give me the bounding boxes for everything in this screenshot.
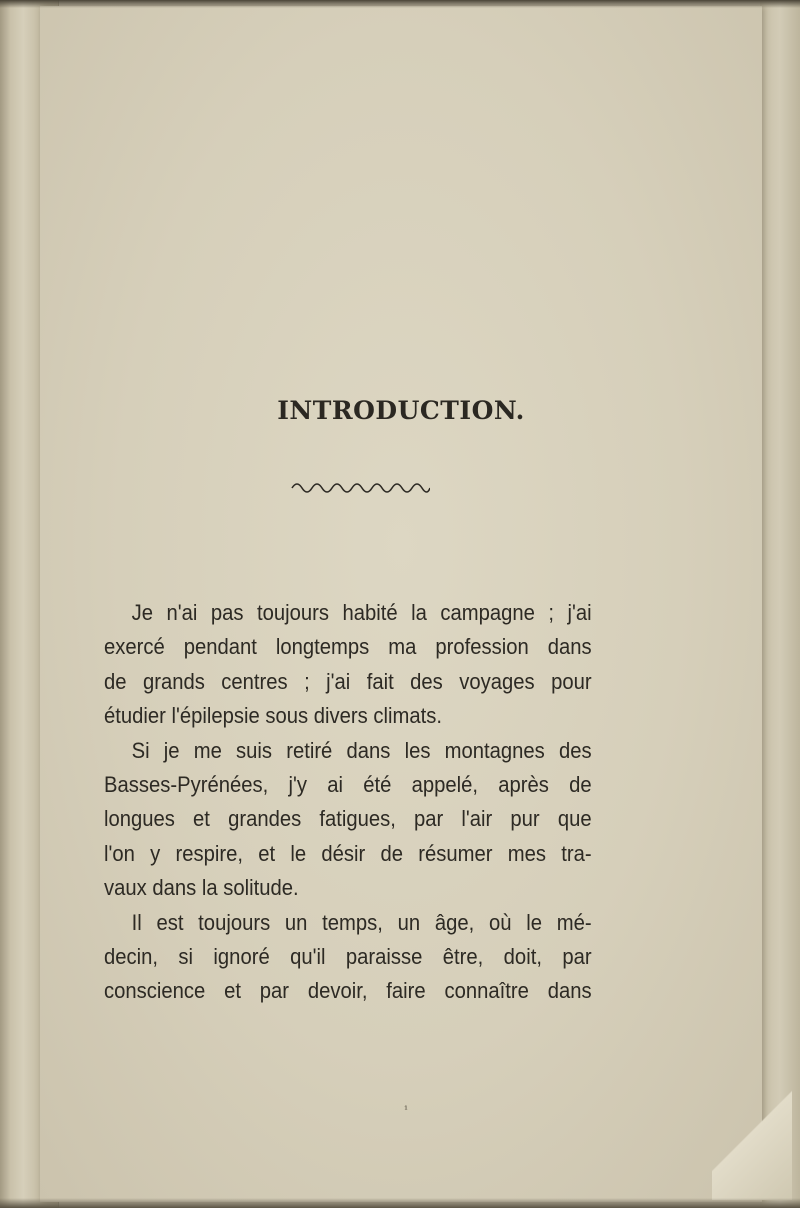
bottom-shadow — [0, 1198, 800, 1208]
text-line: Il est toujours un temps, un âge, où le mé- — [131, 909, 592, 935]
text-line: l'on y respire, et le désir de résumer mes tra- — [104, 840, 592, 866]
page-edge — [760, 0, 800, 1208]
section-heading: INTRODUCTION. — [277, 396, 525, 425]
text-line: vaux dans la solitude. — [104, 875, 299, 901]
text-line: étudier l'épilepsie sous divers climats. — [104, 703, 442, 729]
text-line: conscience et par devoir, faire connaître dans — [104, 978, 592, 1004]
corner-fold — [712, 1080, 792, 1200]
wavy-ornament-icon — [290, 478, 430, 494]
text-line: decin, si ignoré qu'il paraisse être, doit, par — [104, 944, 592, 970]
text-line: Je n'ai pas toujours habité la campagne ; j'ai — [131, 600, 592, 625]
text-line: de grands centres ; j'ai fait des voyages pour — [104, 668, 592, 694]
text-line: Si je me suis retiré dans les montagnes des — [131, 737, 592, 763]
body-text — [104, 596, 592, 1009]
folio-mark: ¹ — [404, 1105, 409, 1116]
text-line: longues et grandes fatigues, par l'air pur que — [104, 806, 592, 832]
text-line: exercé pendant longtemps ma profession dans — [104, 634, 592, 660]
top-shadow — [0, 0, 800, 8]
text-line: Basses-Pyrénées, j'y ai été appelé, après de — [104, 772, 592, 798]
